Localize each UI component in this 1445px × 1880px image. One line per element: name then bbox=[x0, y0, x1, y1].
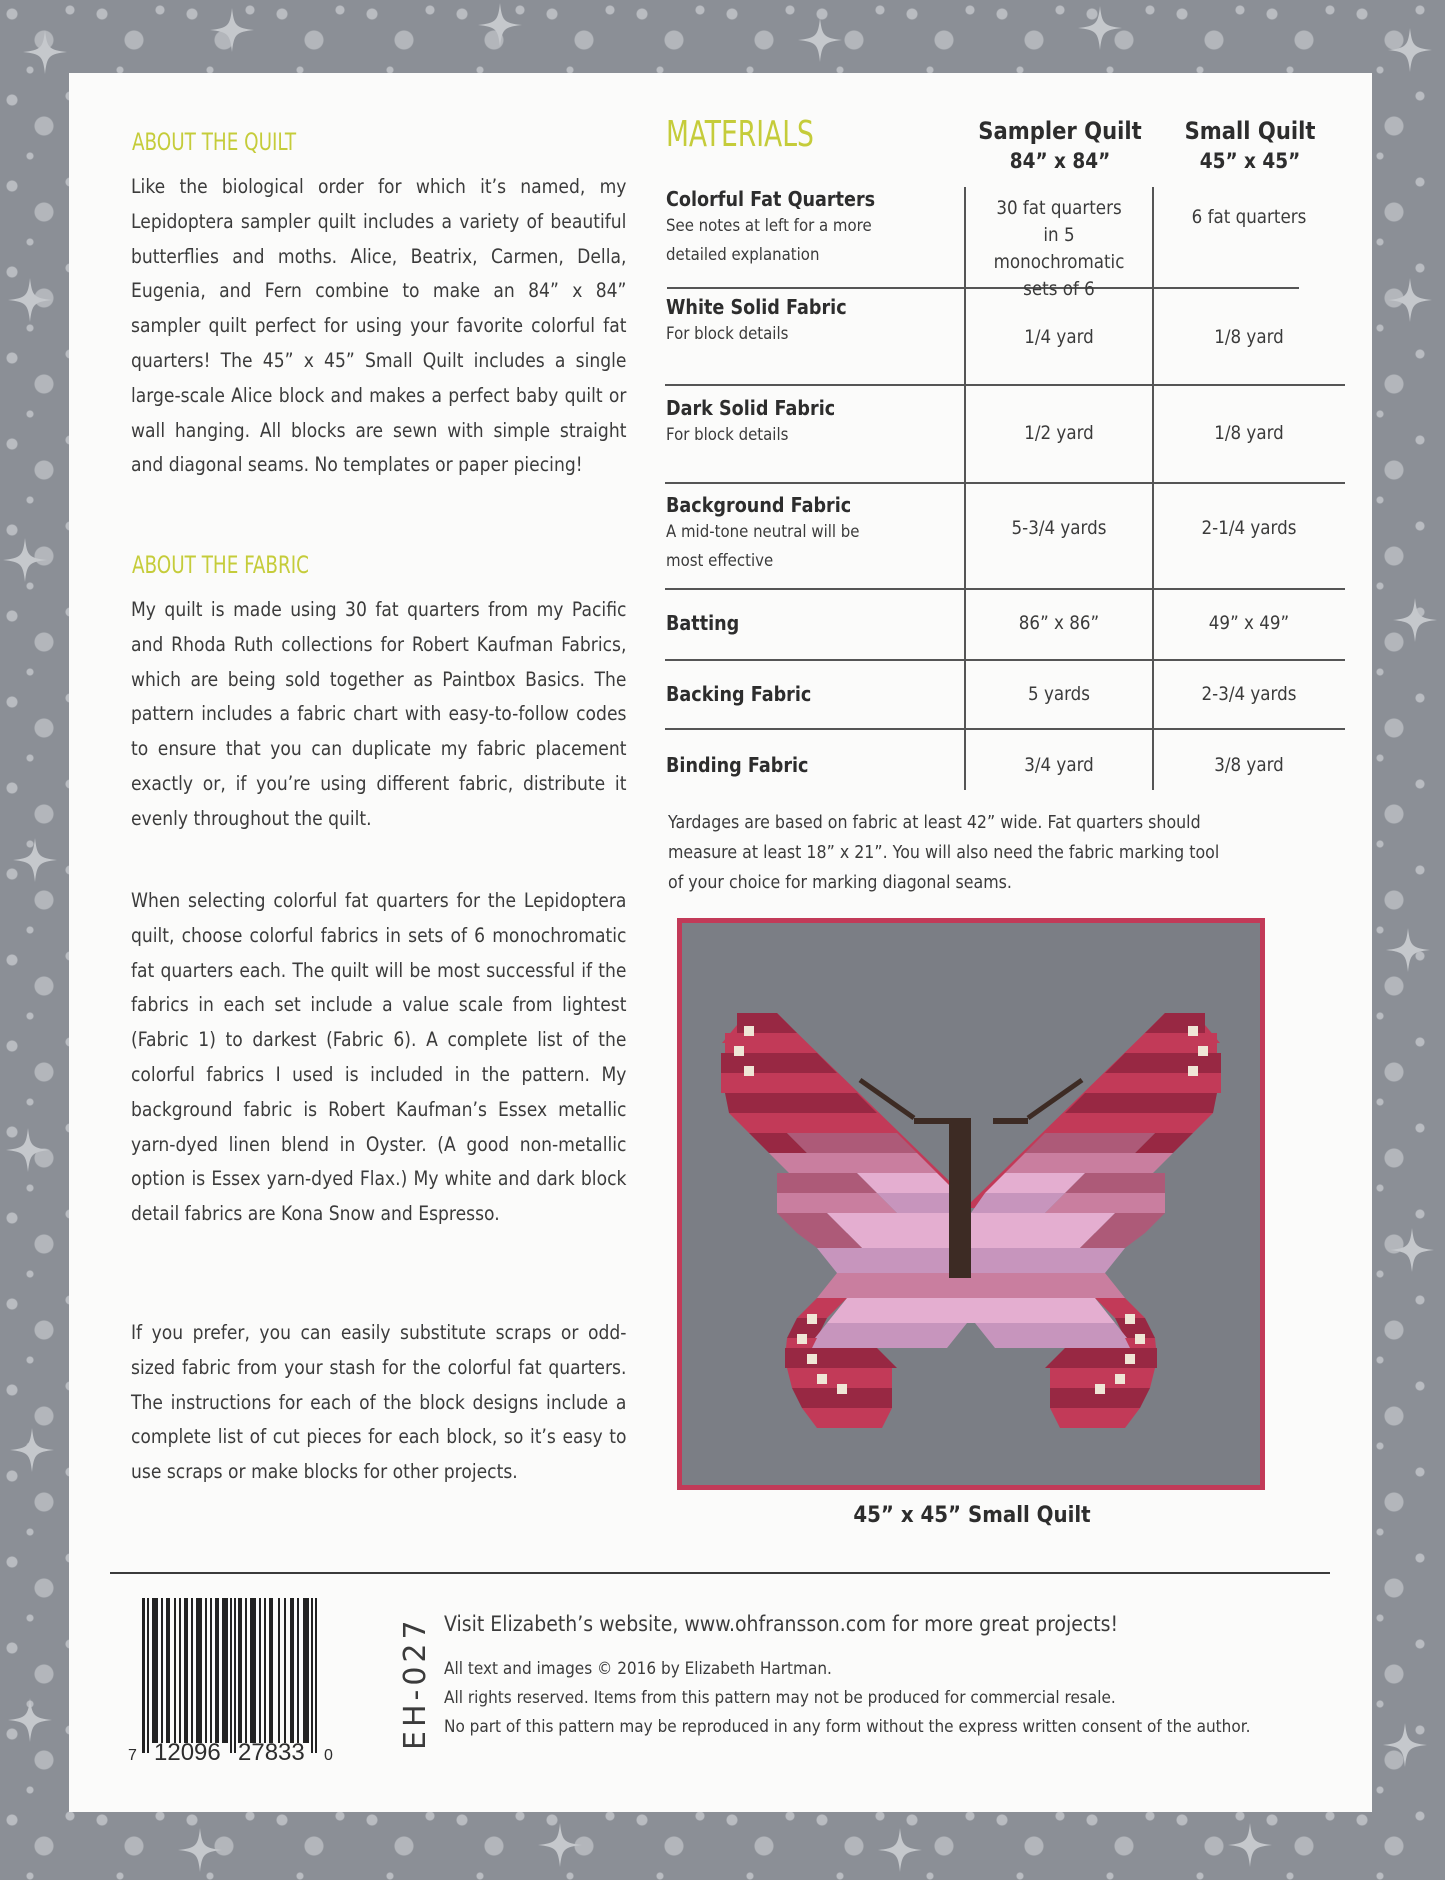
cell-small: 2-1/4 yards bbox=[1201, 517, 1297, 539]
row-title: Binding Fabric bbox=[666, 753, 809, 777]
cell-sampler: 5-3/4 yards bbox=[1011, 517, 1107, 539]
table-row-label bbox=[666, 294, 871, 349]
website-line: Visit Elizabeth’s website, www.ohfransson.com for more great projects! bbox=[444, 1612, 1119, 1636]
row-title: Backing Fabric bbox=[666, 682, 812, 706]
cell-sampler: 86” x 86” bbox=[1018, 612, 1100, 634]
cell-small: 6 fat quarters bbox=[1191, 206, 1307, 228]
copyright-line: No part of this pattern may be reproduced in any form without the express written consent of the author. bbox=[444, 1717, 1251, 1737]
row-title: Dark Solid Fabric bbox=[666, 396, 836, 420]
cell-line: in 5 monochromatic bbox=[993, 224, 1125, 273]
table-row-label bbox=[666, 186, 904, 270]
quilt-caption: 45” x 45” Small Quilt bbox=[853, 1503, 1091, 1528]
table-row-label bbox=[666, 610, 749, 636]
row-title: Batting bbox=[666, 611, 740, 635]
yardage-footnote bbox=[668, 808, 1219, 898]
row-separator bbox=[665, 659, 1345, 661]
about-quilt-text: Like the biological order for which it’s named, my Lepidoptera sampler quilt includes a variety of beautiful butterflies and moths. Alice, Beatrix, Carmen, Della, Eugenia, and Fern combine to make an 84” x 84” sampler quilt perfect for using your favorite colorful fat quarters! The 45” x 45” Small Quilt includes a single large-scale Alice block and makes a perfect baby quilt or wall hanging. All blocks are sewn with simple straight and diagonal seams. No templates or paper piecing! bbox=[131, 175, 627, 477]
row-title: Colorful Fat Quarters bbox=[666, 187, 876, 211]
barcode-check-digit: 0 bbox=[324, 1747, 333, 1764]
copyright-line: All text and images © 2016 by Elizabeth Hartman. bbox=[444, 1659, 832, 1679]
barcode-left-digits: 12096 bbox=[154, 1739, 221, 1766]
row-title: White Solid Fabric bbox=[666, 295, 847, 319]
footnote-line: of your choice for marking diagonal seams. bbox=[668, 872, 1012, 893]
small-size: 45” x 45” bbox=[1199, 149, 1301, 173]
row-note: A mid-tone neutral will be bbox=[666, 522, 860, 542]
cell-small: 2-3/4 yards bbox=[1201, 683, 1297, 705]
footer-divider bbox=[110, 1572, 1330, 1574]
copyright-line: All rights reserved. Items from this pattern may not be produced for commercial resale. bbox=[444, 1688, 1116, 1708]
row-note: For block details bbox=[666, 324, 789, 344]
table-row-label bbox=[666, 681, 831, 707]
about-fabric-paragraph-3: If you prefer, you can easily substitute scraps or odd-sized fabric from your stash for the colorful fat quarters. The instructions for each of the block designs include a complete list of cut pieces for each block, so it’s easy to use scraps or make blocks for other projects. bbox=[131, 1321, 627, 1484]
row-separator bbox=[665, 728, 1345, 730]
cell-small: 3/8 yard bbox=[1214, 754, 1284, 776]
barcode bbox=[128, 1590, 388, 1770]
copyright-block bbox=[444, 1655, 1250, 1742]
cell-sampler bbox=[977, 195, 1141, 303]
about-fabric-paragraph-2: When selecting colorful fat quarters for the Lepidoptera quilt, choose colorful fabrics in sets of 6 monochromatic fat quarters each. The quilt will be most successful if the fabrics in each set include a value scale from lightest (Fabric 1) to darkest (Fabric 6). A complete list of the colorful fabrics I used is included in the pattern. My background fabric is Robert Kaufman’s Essex metallic yarn-dyed linen blend in Oyster. (A good non-metallic option is Essex yarn-dyed Flax.) My white and dark block detail fabrics are Kona Snow and Espresso. bbox=[131, 889, 627, 1226]
materials-heading: MATERIALS bbox=[666, 114, 814, 155]
cell-small: 1/8 yard bbox=[1214, 326, 1284, 348]
small-title: Small Quilt bbox=[1184, 117, 1316, 145]
table-row-label bbox=[666, 492, 886, 576]
column-header-sampler bbox=[968, 116, 1153, 176]
table-divider-1 bbox=[964, 187, 966, 790]
footnote-line: measure at least 18” x 21”. You will also need the fabric marking tool bbox=[668, 842, 1220, 863]
butterfly-quilt-illustration bbox=[677, 918, 1265, 1490]
table-row-label bbox=[666, 752, 828, 778]
about-quilt-heading: ABOUT THE QUILT bbox=[132, 128, 297, 156]
row-title: Background Fabric bbox=[666, 493, 852, 517]
column-header-small bbox=[1162, 116, 1338, 176]
row-note: For block details bbox=[666, 425, 789, 445]
table-divider-2 bbox=[1152, 187, 1154, 790]
row-separator bbox=[665, 384, 1345, 386]
row-separator bbox=[665, 482, 1345, 484]
pattern-sku: EH-027 bbox=[398, 1616, 433, 1750]
cell-sampler: 1/4 yard bbox=[1024, 326, 1094, 348]
about-fabric-paragraph-1: My quilt is made using 30 fat quarters from my Pacific and Rhoda Ruth collections for Robert Kaufman Fabrics, which are being sold together as Paintbox Basics. The pattern includes a fabric chart with easy-to-follow codes to ensure that you can duplicate my fabric placement exactly or, if you’re using different fabric, distribute it evenly throughout the quilt. bbox=[131, 598, 627, 830]
barcode-right-digits: 27833 bbox=[238, 1739, 305, 1766]
row-note: detailed explanation bbox=[666, 245, 820, 265]
cell-sampler: 3/4 yard bbox=[1024, 754, 1094, 776]
footnote-line: Yardages are based on fabric at least 42” wide. Fat quarters should bbox=[668, 812, 1201, 833]
cell-small: 49” x 49” bbox=[1208, 612, 1290, 634]
cell-sampler: 1/2 yard bbox=[1024, 422, 1094, 444]
sampler-title: Sampler Quilt bbox=[978, 117, 1142, 145]
row-note: most effective bbox=[666, 551, 774, 571]
about-fabric-heading: ABOUT THE FABRIC bbox=[132, 551, 309, 579]
row-note: See notes at left for a more bbox=[666, 216, 872, 236]
cell-sampler: 5 yards bbox=[1027, 683, 1090, 705]
sampler-size: 84” x 84” bbox=[1009, 149, 1111, 173]
barcode-lead-digit: 7 bbox=[128, 1747, 137, 1764]
cell-line: sets of 6 bbox=[1023, 278, 1095, 300]
table-row-label bbox=[666, 395, 858, 450]
cell-small: 1/8 yard bbox=[1214, 422, 1284, 444]
row-separator bbox=[665, 588, 1345, 590]
cell-line: 30 fat quarters bbox=[996, 197, 1122, 219]
